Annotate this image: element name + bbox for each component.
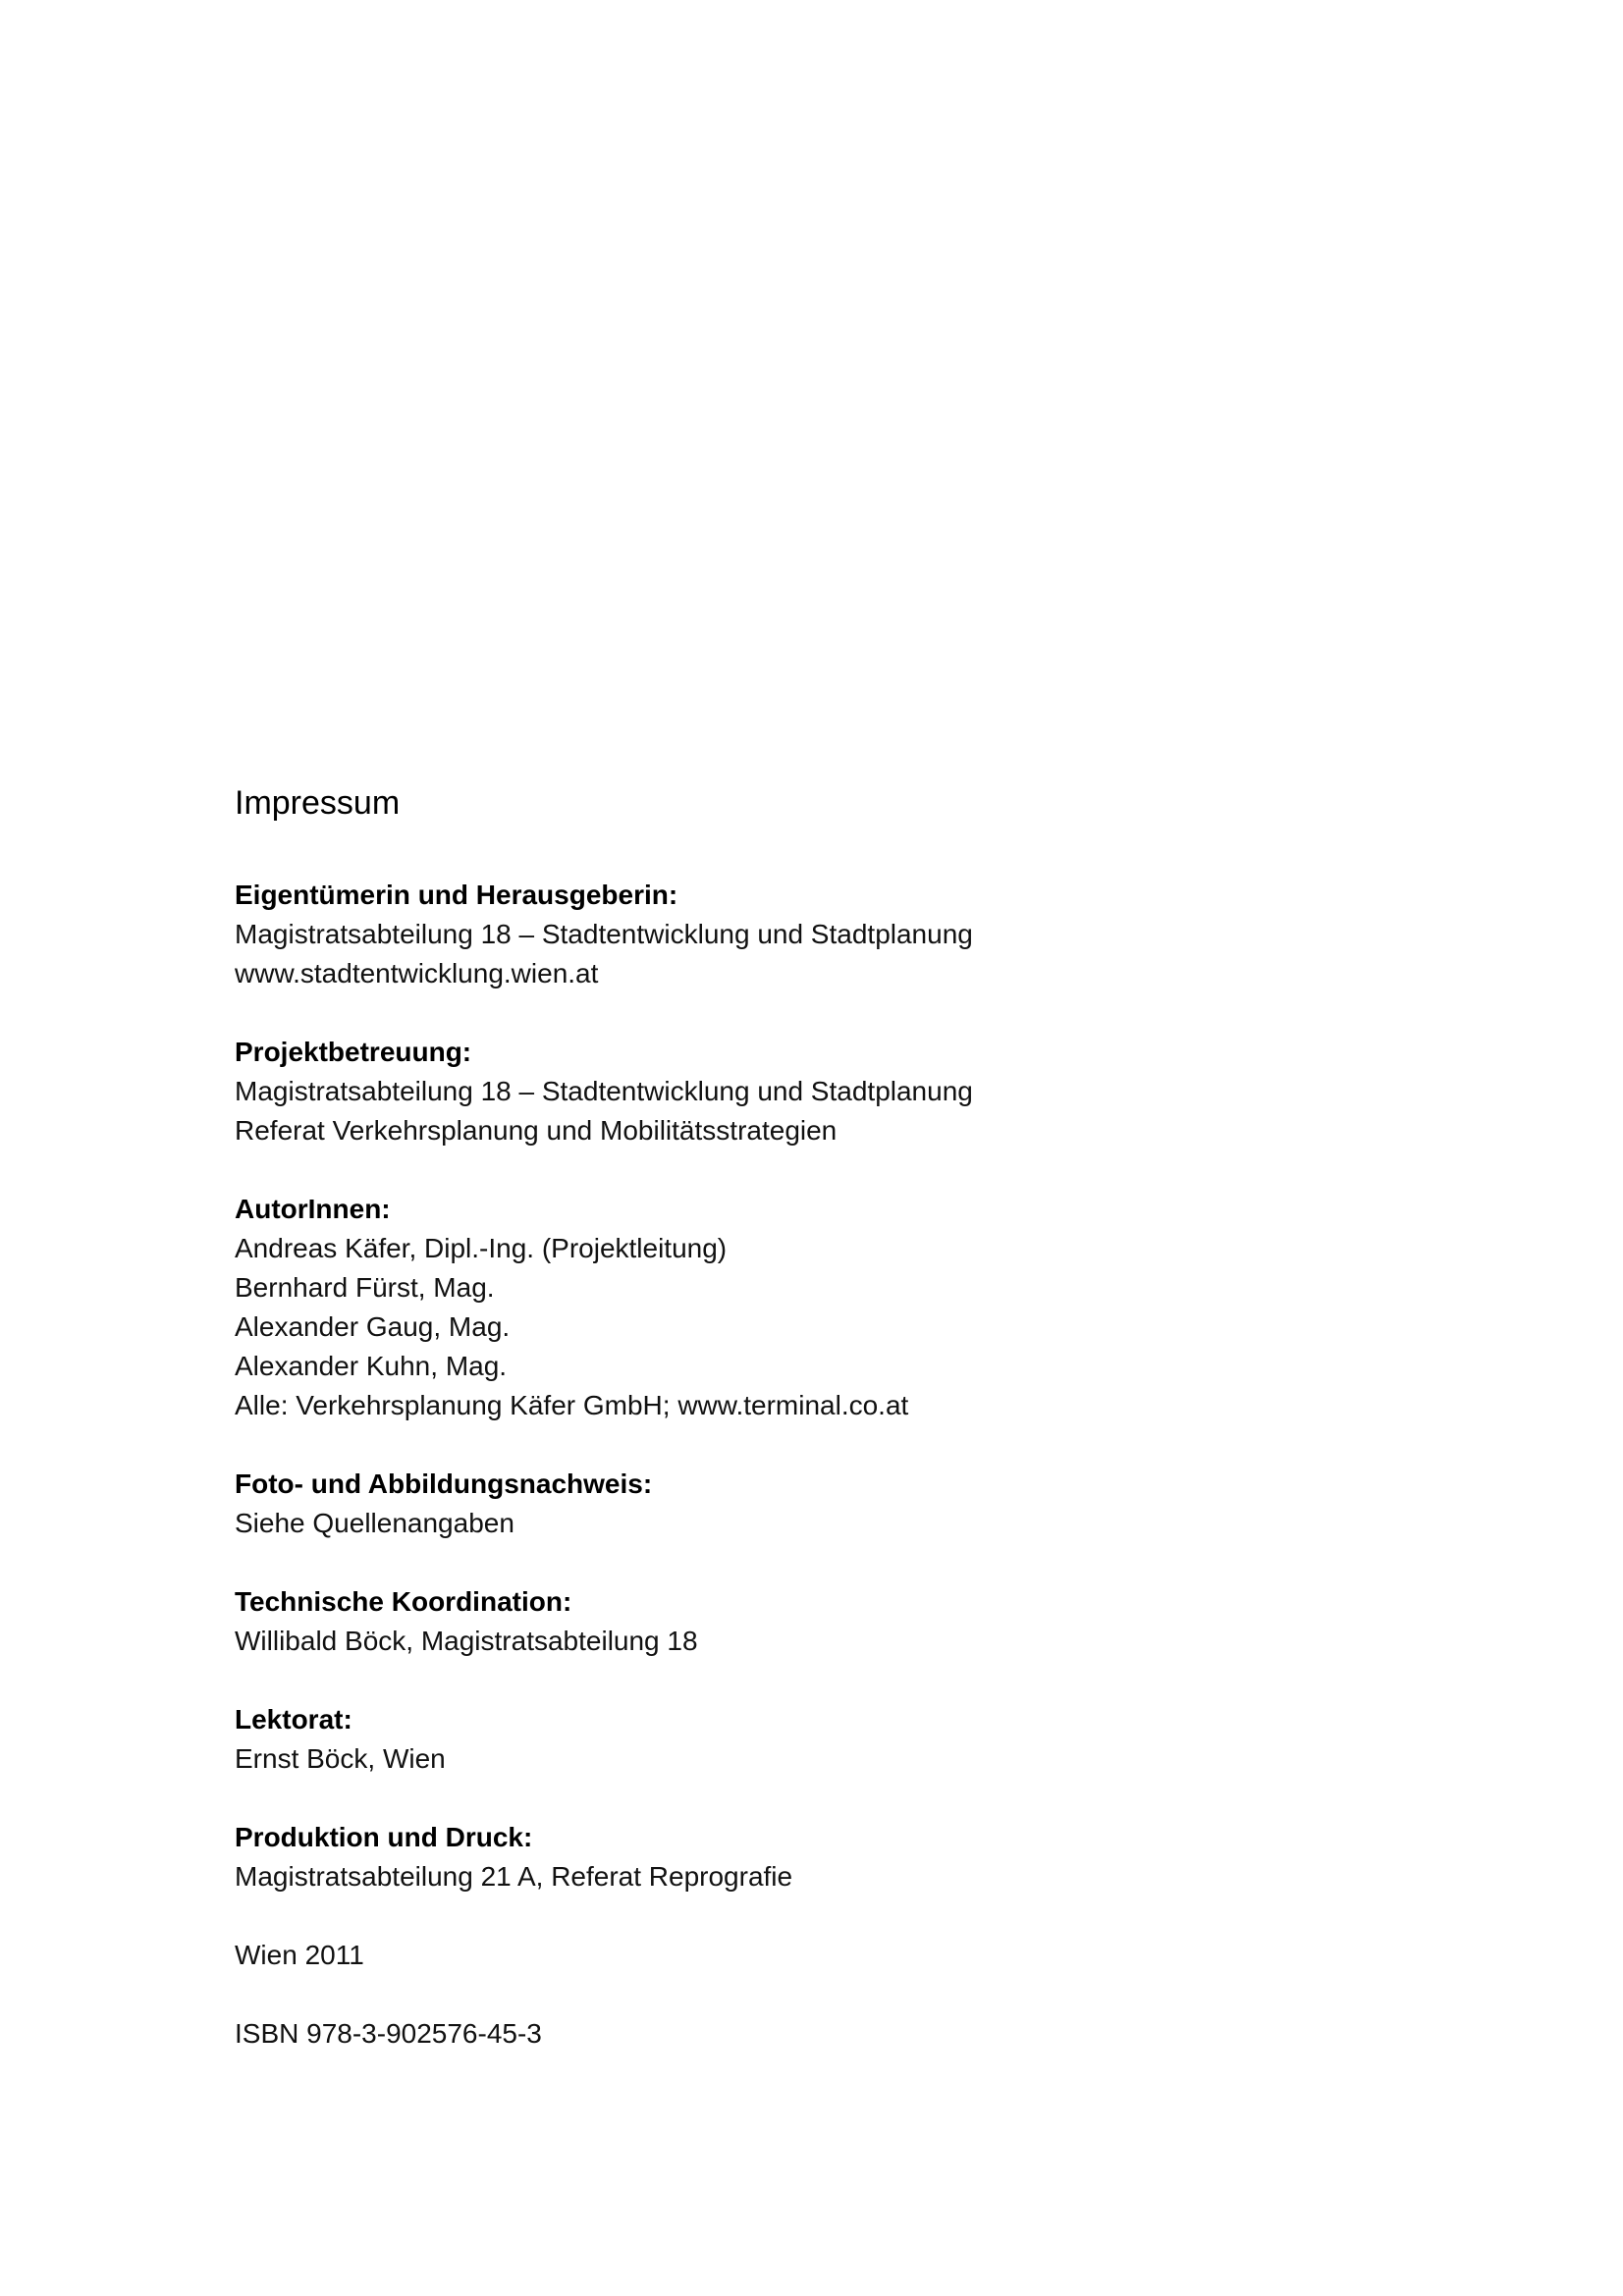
section-owner-publisher — [235, 876, 1413, 993]
section-line: Magistratsabteilung 21 A, Referat Reprografie — [235, 1861, 793, 1892]
place-year: Wien 2011 — [235, 1940, 364, 1970]
section-heading: AutorInnen: — [235, 1194, 391, 1224]
section-authors — [235, 1190, 1413, 1425]
section-production-print — [235, 1818, 1413, 1896]
section-line: Siehe Quellenangaben — [235, 1508, 514, 1538]
section-technical-coordination — [235, 1582, 1413, 1661]
author-entry: Bernhard Fürst, Mag. — [235, 1272, 495, 1303]
section-line: Magistratsabteilung 18 – Stadtentwicklung und Stadtplanung — [235, 919, 973, 949]
section-line: Referat Verkehrsplanung und Mobilitätsstrategien — [235, 1115, 838, 1146]
section-heading: Eigentümerin und Herausgeberin: — [235, 880, 678, 910]
imprint-block — [235, 775, 1413, 2093]
section-image-credits — [235, 1465, 1413, 1543]
section-proofreading — [235, 1700, 1413, 1779]
section-heading: Lektorat: — [235, 1704, 352, 1735]
section-heading: Projektbetreuung: — [235, 1037, 472, 1067]
isbn: ISBN 978-3-902576-45-3 — [235, 2018, 542, 2049]
author-entry: Alexander Kuhn, Mag. — [235, 1351, 508, 1381]
author-entry: Andreas Käfer, Dipl.-Ing. (Projektleitung) — [235, 1233, 728, 1263]
author-affiliation: Alle: Verkehrsplanung Käfer GmbH; www.terminal.co.at — [235, 1390, 909, 1420]
section-line: Magistratsabteilung 18 – Stadtentwicklung und Stadtplanung — [235, 1076, 973, 1106]
section-heading: Foto- und Abbildungsnachweis: — [235, 1468, 653, 1499]
website-link[interactable]: www.stadtentwicklung.wien.at — [235, 958, 599, 988]
section-heading: Technische Koordination: — [235, 1586, 572, 1617]
section-heading: Produktion und Druck: — [235, 1822, 533, 1852]
section-project-management — [235, 1033, 1413, 1150]
author-entry: Alexander Gaug, Mag. — [235, 1311, 511, 1342]
section-line: Willibald Böck, Magistratsabteilung 18 — [235, 1626, 698, 1656]
section-line: Ernst Böck, Wien — [235, 1743, 446, 1774]
page-title: Impressum — [235, 784, 401, 822]
